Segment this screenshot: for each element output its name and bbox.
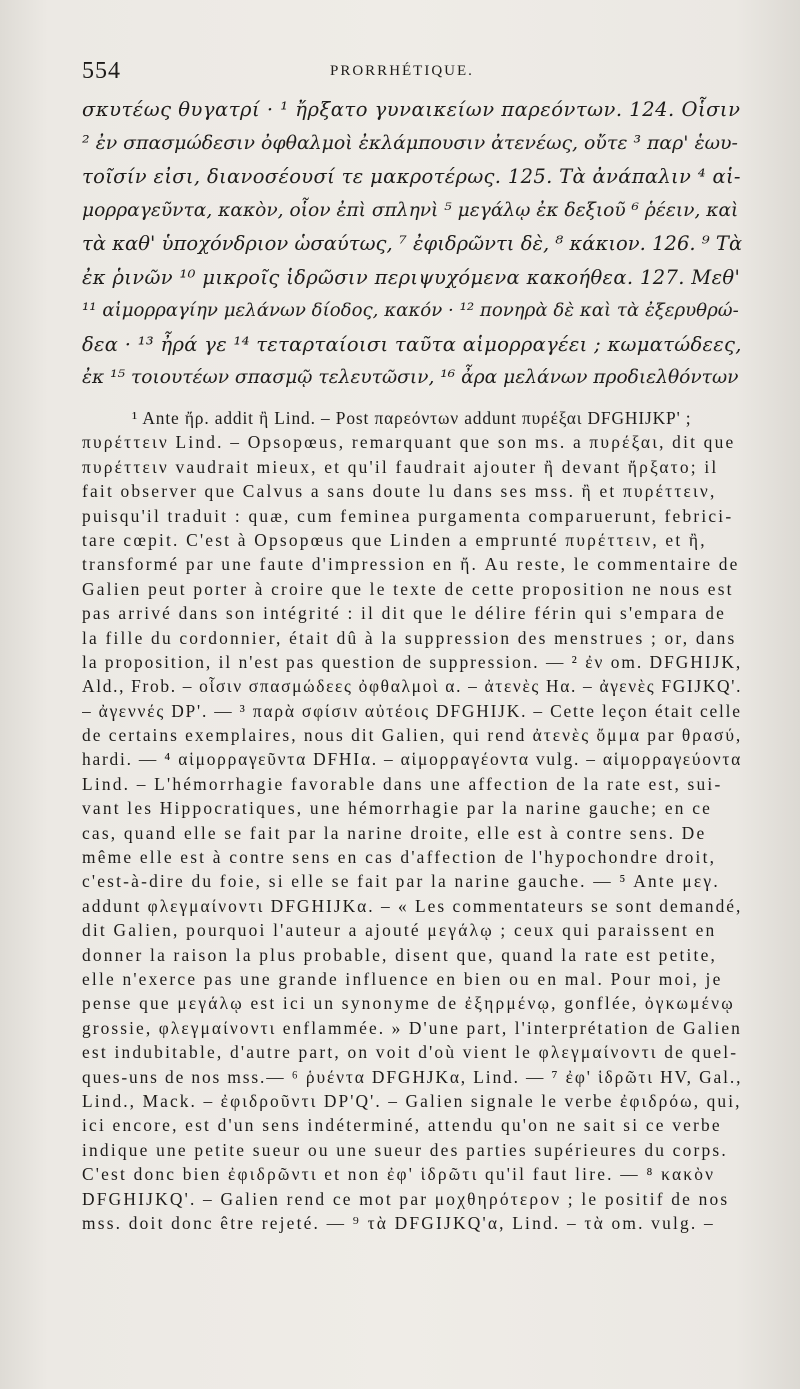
note-line: hardi. — ⁴ αἱμορραγεῦντα DFHIα. – αἱμορραγέοντα vulg. – αἱμορραγεύοντα <box>82 749 742 770</box>
note-line: de certains exemplaires, nous dit Galien, qui rend ἀτενὲς ὄμμα par θρασύ, <box>82 725 742 746</box>
note-line: puisqu'il traduit : quæ, cum feminea purgamenta comparuerunt, febrici- <box>82 505 734 526</box>
note-line: πυρέττειν Lind. – Opsopœus, remarquant que son ms. a πυρέξαι, dit que <box>82 432 736 453</box>
note-line: la fille du cordonnier, était dû à la suppression des menstrues ; or, dans <box>82 627 737 648</box>
greek-text-line: ¹¹ αἱμορραγίην μελάνων δίοδος, κακόν · ¹² πονηρὰ δὲ καὶ τὰ ἐξερυθρώ- <box>82 300 739 321</box>
note-line: Lind., Mack. – ἐφιδροῦντι DP'Q'. – Galien signale le verbe ἐφιδρόω, qui, <box>82 1090 742 1111</box>
running-head: PRORRHÉTIQUE. <box>330 63 474 79</box>
note-line: C'est donc bien ἐφιδρῶντι et non ἐφ' ἱδρῶτι qu'il faut lire. — ⁸ κακὸν <box>82 1164 716 1185</box>
note-line: pas arrivé dans son intégrité : il dit que le délire férin qui s'empara de <box>82 603 727 624</box>
note-line: ¹ Ante ἤρ. addit ἢ Lind. – Post παρεόντων addunt πυρέξαι DFGHIJKP' ; <box>132 408 692 428</box>
page-header <box>82 58 736 88</box>
note-line: mss. doit donc être rejeté. — ⁹ τὰ DFGIJKQ'α, Lind. – τὰ om. vulg. – <box>82 1212 715 1233</box>
greek-text-line: ἐκ ῥινῶν ¹⁰ μικροῖς ἱδρῶσιν περιψυχόμενα κακοήθεα. 127. Μεθ' <box>82 265 741 289</box>
note-line: addunt φλεγμαίνοντι DFGHIJKα. – « Les commentateurs se sont demandé, <box>82 895 742 916</box>
greek-text-line: ² ἐν σπασμώδεσιν ὀφθαλμοὶ ἐκλάμπουσιν ἀτενέως, οὔτε ³ παρ' ἑωυ- <box>82 131 738 154</box>
note-line: donner la raison la plus probable, disent que, quand la rate est petite, <box>82 944 718 965</box>
note-line: πυρέττειν vaudrait mieux, et qu'il faudrait ajouter ἢ devant ἤρξατο; il <box>82 456 719 477</box>
note-line: cas, quand elle se fait par la narine droite, elle est à contre sens. De <box>82 822 707 843</box>
note-line: pense que μεγάλῳ est ici un synonyme de ἐξηρμένῳ, gonflée, ὀγκωμένῳ <box>82 993 735 1014</box>
note-line: même elle est à contre sens en cas d'affection de l'hypochondre droit, <box>82 847 717 868</box>
note-line: fait observer que Calvus a sans doute lu dans ses mss. ἢ et πυρέττειν, <box>82 481 717 502</box>
note-line: la proposition, il n'est pas question de suppression. — ² ἐν om. DFGHIJK, <box>82 651 742 672</box>
note-line: ques-uns de nos mss.— ⁶ ῥυέντα DFGHJKα, Lind. — ⁷ ἐφ' ἱδρῶτι HV, Gal., <box>82 1066 742 1087</box>
note-line: indique une petite sueur ou une sueur des parties supérieures du corps. <box>82 1139 728 1160</box>
greek-text-line: δεα · ¹³ ἦρά γε ¹⁴ τεταρταίοισι ταῦτα αἱμορραγέει ; κωματώδεες, <box>82 332 742 356</box>
greek-text-line: τὰ καθ' ὑποχόνδριον ὡσαύτως, ⁷ ἐφιδρῶντι δὲ, ⁸ κάκιον. 126. ⁹ Τὰ <box>82 232 742 255</box>
note-line: dit Galien, pourquoi l'auteur a ajouté μεγάλῳ ; ceux qui paraissent en <box>82 920 717 941</box>
note-line: c'est-à-dire du foie, si elle se fait par la narine gauche. — ⁵ Ante μεγ. <box>82 871 720 892</box>
note-line: est indubitable, d'autre part, on voit d'où vient le φλεγμαίνοντι de quel- <box>82 1042 739 1063</box>
page-number: 554 <box>82 58 121 84</box>
greek-text-line: μορραγεῦντα, κακὸν, οἷον ἐπὶ σπληνὶ ⁵ μεγάλῳ ἐκ δεξιοῦ ⁶ ῥέειν, καὶ <box>82 199 739 221</box>
note-line: tare cœpit. C'est à Opsopœus que Linden a emprunté πυρέττειν, et ἢ, <box>82 529 707 550</box>
critical-notes <box>82 406 742 1235</box>
greek-text-block <box>82 93 742 395</box>
note-line: – ἀγεννές DP'. — ³ παρὰ σφίσιν αὐτέοις DFGHIJK. – Cette leçon était celle <box>82 700 742 721</box>
note-line: Lind. – L'hémorrhagie favorable dans une affection de la rate est, sui- <box>82 773 723 794</box>
note-line: vant les Hippocratiques, une hémorrhagie par la narine gauche; en ce <box>82 798 713 819</box>
note-line: elle n'exerce pas une grande influence en bien ou en mal. Pour moi, je <box>82 968 723 989</box>
note-line: ici encore, est d'un sens indéterminé, attendu qu'on ne sait si ce verbe <box>82 1115 722 1136</box>
note-line: grossie, φλεγμαίνοντι enflammée. » D'une part, l'interprétation de Galien <box>82 1017 742 1038</box>
greek-text-line: ἐκ ¹⁵ τοιουτέων σπασμῷ τελευτῶσιν, ¹⁶ ἆρα μελάνων προδιελθόντων <box>82 367 739 388</box>
note-line: DFGHIJKQ'. – Galien rend ce mot par μοχθηρότερον ; le positif de nos <box>82 1188 730 1209</box>
greek-text-line: τοῖσίν εἰσι, διανοσέουσί τε μακροτέρως. 125. Τὰ ἀνάπαλιν ⁴ αἱ- <box>82 165 741 188</box>
note-line: Ald., Frob. – οἷσιν σπασμώδεες ὀφθαλμοὶ α. – ἀτενὲς Hα. – ἀγενὲς FGIJKQ'. <box>82 676 742 697</box>
note-line: Galien peut porter à croire que le texte de cette proposition ne nous est <box>82 578 734 599</box>
note-line: transformé par une faute d'impression en ἤ. Au reste, le commentaire de <box>82 554 740 575</box>
greek-text-line: σκυτέως θυγατρί · ¹ ἤρξατο γυναικείων παρεόντων. 124. Οἷσιν <box>82 98 741 121</box>
